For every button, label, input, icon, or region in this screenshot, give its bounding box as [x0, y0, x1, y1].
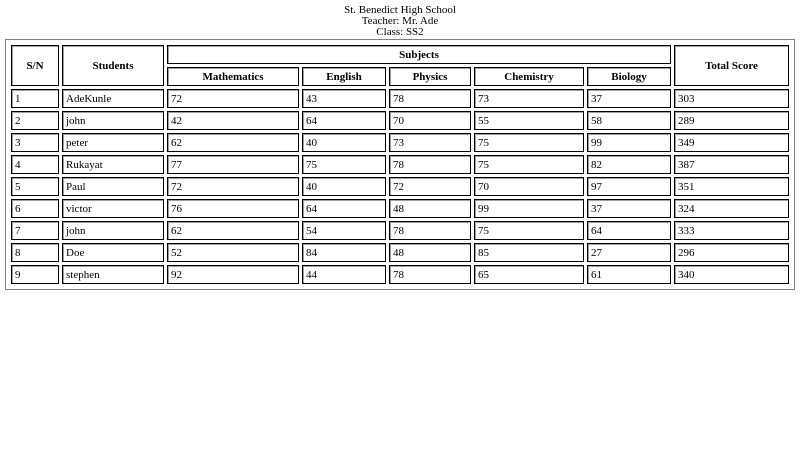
cell-physics: 48	[389, 199, 471, 218]
cell-english: 64	[302, 199, 386, 218]
header-biology: Biology	[587, 67, 671, 86]
header-english: English	[302, 67, 386, 86]
cell-sn: 1	[11, 89, 59, 108]
cell-english: 40	[302, 177, 386, 196]
cell-sn: 3	[11, 133, 59, 152]
cell-sn: 6	[11, 199, 59, 218]
table-row	[11, 89, 789, 108]
class-name: Class: SS2	[376, 26, 424, 38]
cell-total: 387	[674, 155, 789, 174]
table-row	[11, 243, 789, 262]
table-row	[11, 177, 789, 196]
cell-physics: 78	[389, 265, 471, 284]
cell-biology: 61	[587, 265, 671, 284]
cell-chemistry: 75	[474, 221, 584, 240]
header-sn: S/N	[11, 45, 59, 86]
cell-english: 40	[302, 133, 386, 152]
cell-total: 289	[674, 111, 789, 130]
cell-student: Doe	[62, 243, 164, 262]
cell-chemistry: 75	[474, 133, 584, 152]
cell-total: 351	[674, 177, 789, 196]
cell-mathematics: 72	[167, 177, 299, 196]
cell-english: 44	[302, 265, 386, 284]
header-total-score: Total Score	[674, 45, 789, 86]
cell-biology: 64	[587, 221, 671, 240]
cell-biology: 37	[587, 89, 671, 108]
cell-chemistry: 73	[474, 89, 584, 108]
cell-student: john	[62, 111, 164, 130]
cell-chemistry: 99	[474, 199, 584, 218]
table-row	[11, 199, 789, 218]
cell-biology: 99	[587, 133, 671, 152]
cell-physics: 72	[389, 177, 471, 196]
cell-biology: 27	[587, 243, 671, 262]
table-row	[11, 155, 789, 174]
cell-mathematics: 42	[167, 111, 299, 130]
cell-physics: 70	[389, 111, 471, 130]
cell-sn: 5	[11, 177, 59, 196]
cell-physics: 78	[389, 155, 471, 174]
teacher-name: Teacher: Mr. Ade	[361, 15, 439, 27]
cell-biology: 58	[587, 111, 671, 130]
cell-student: victor	[62, 199, 164, 218]
cell-mathematics: 62	[167, 221, 299, 240]
table-row	[11, 265, 789, 284]
table-row	[11, 111, 789, 130]
table-header	[11, 45, 789, 86]
cell-total: 333	[674, 221, 789, 240]
cell-chemistry: 65	[474, 265, 584, 284]
cell-mathematics: 62	[167, 133, 299, 152]
cell-english: 43	[302, 89, 386, 108]
cell-student: Paul	[62, 177, 164, 196]
cell-chemistry: 85	[474, 243, 584, 262]
cell-physics: 73	[389, 133, 471, 152]
cell-total: 303	[674, 89, 789, 108]
cell-total: 324	[674, 199, 789, 218]
cell-biology: 97	[587, 177, 671, 196]
cell-mathematics: 77	[167, 155, 299, 174]
table-row	[11, 133, 789, 152]
cell-total: 349	[674, 133, 789, 152]
cell-student: stephen	[62, 265, 164, 284]
cell-mathematics: 72	[167, 89, 299, 108]
table-row	[11, 221, 789, 240]
header-mathematics: Mathematics	[167, 67, 299, 86]
cell-sn: 8	[11, 243, 59, 262]
cell-physics: 78	[389, 221, 471, 240]
results-table	[5, 39, 795, 290]
cell-total: 340	[674, 265, 789, 284]
cell-physics: 48	[389, 243, 471, 262]
cell-mathematics: 76	[167, 199, 299, 218]
cell-physics: 78	[389, 89, 471, 108]
cell-mathematics: 52	[167, 243, 299, 262]
cell-english: 54	[302, 221, 386, 240]
cell-biology: 82	[587, 155, 671, 174]
table-body	[11, 89, 789, 284]
cell-sn: 2	[11, 111, 59, 130]
cell-student: peter	[62, 133, 164, 152]
cell-student: john	[62, 221, 164, 240]
cell-chemistry: 70	[474, 177, 584, 196]
school-name: St. Benedict High School	[344, 4, 456, 16]
cell-student: Rukayat	[62, 155, 164, 174]
cell-mathematics: 92	[167, 265, 299, 284]
cell-chemistry: 75	[474, 155, 584, 174]
cell-sn: 7	[11, 221, 59, 240]
header-physics: Physics	[389, 67, 471, 86]
cell-english: 75	[302, 155, 386, 174]
header-students: Students	[62, 45, 164, 86]
cell-sn: 4	[11, 155, 59, 174]
cell-english: 84	[302, 243, 386, 262]
cell-biology: 37	[587, 199, 671, 218]
header-chemistry: Chemistry	[474, 67, 584, 86]
cell-sn: 9	[11, 265, 59, 284]
cell-student: AdeKunle	[62, 89, 164, 108]
report-header	[0, 0, 800, 38]
cell-english: 64	[302, 111, 386, 130]
header-subjects: Subjects	[167, 45, 671, 64]
cell-total: 296	[674, 243, 789, 262]
cell-chemistry: 55	[474, 111, 584, 130]
